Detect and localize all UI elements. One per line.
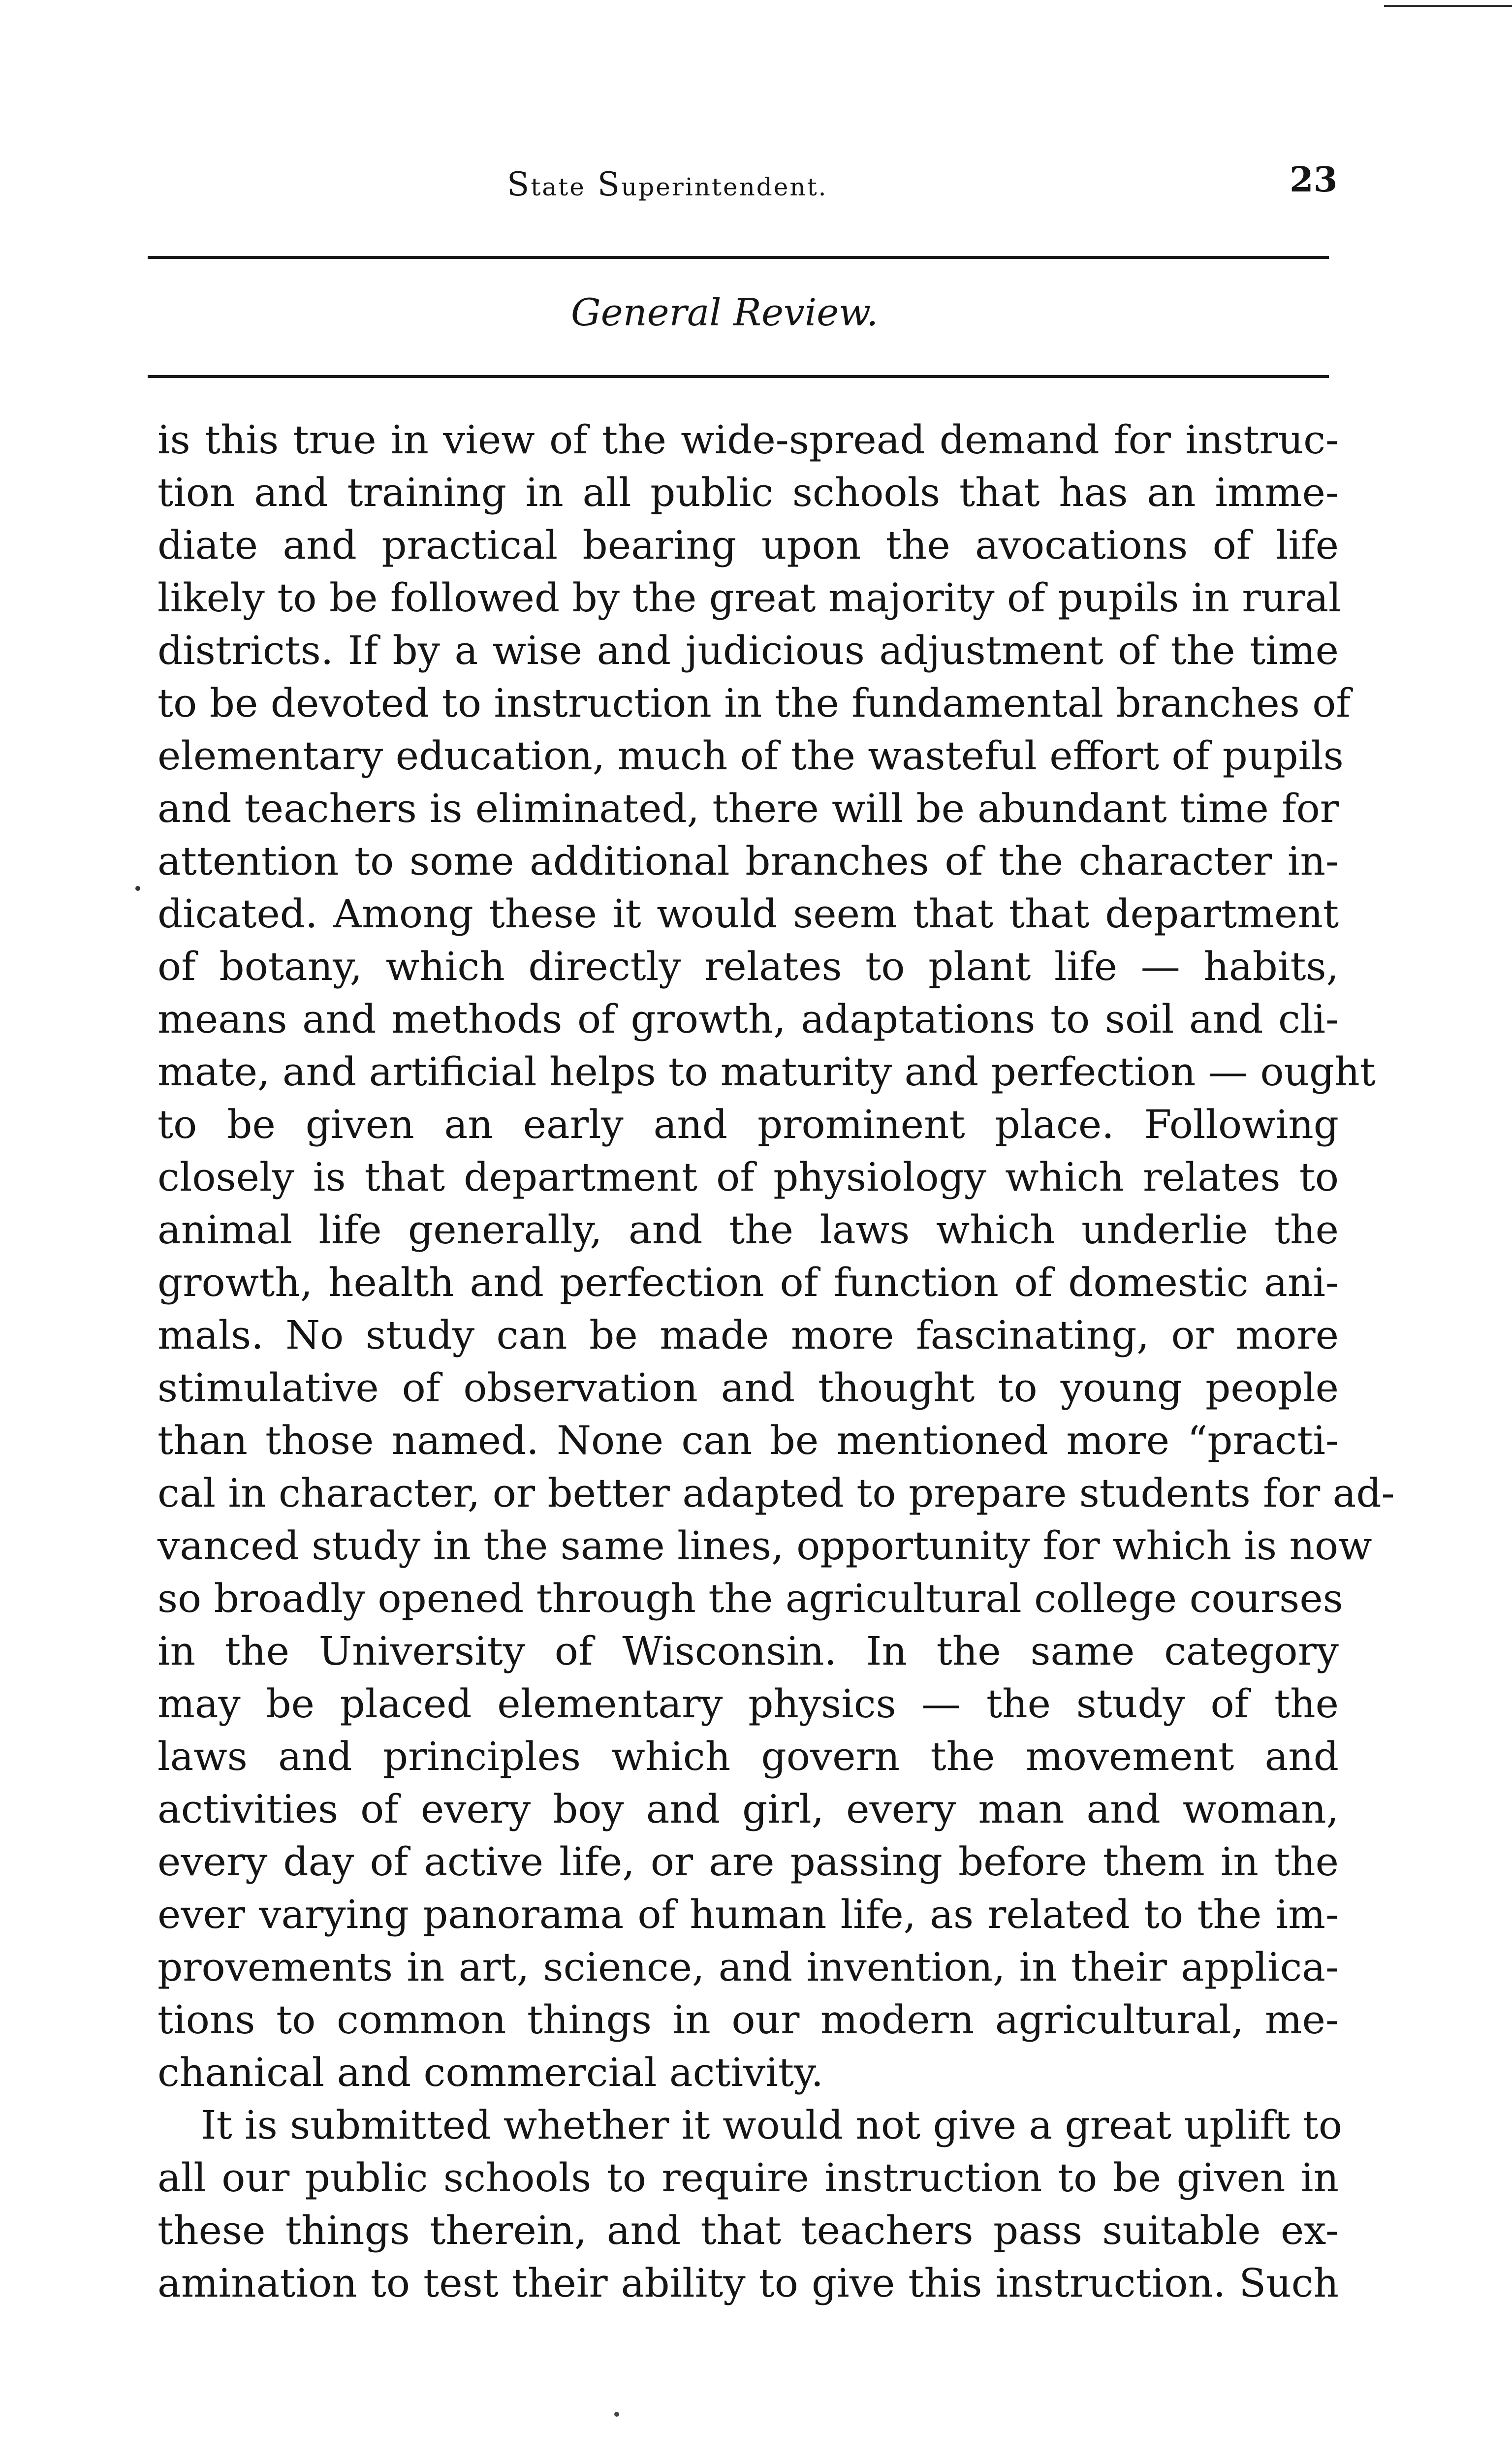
text-line: chanical and commercial activity. [158, 2050, 824, 2095]
page-speck [614, 2412, 619, 2417]
text-line: likely to be followed by the great majority of pupils in rural [158, 575, 1341, 621]
section-title: General Review. [571, 290, 879, 334]
text-line: ever varying panorama of human life, as related to the im- [158, 1892, 1339, 1937]
running-head [507, 165, 828, 207]
text-line: in the University of Wisconsin. In the same category [158, 1628, 1339, 1674]
text-line: laws and principles which govern the movement and [158, 1734, 1339, 1779]
header-rule-top [148, 256, 1329, 259]
text-line: tion and training in all public schools that has an imme- [158, 470, 1339, 515]
running-head-word: tate [531, 173, 586, 201]
text-line: and teachers is eliminated, there will be abundant time for [158, 786, 1339, 831]
page-number: 23 [1290, 159, 1338, 200]
text-line: means and methods of growth, adaptations to soil and cli- [158, 996, 1339, 1042]
text-line: of botany, which directly relates to plant life — habits, [158, 944, 1339, 989]
text-line: animal life generally, and the laws which underlie the [158, 1207, 1339, 1253]
running-head-initial: S [597, 165, 622, 203]
text-line: all our public schools to require instruction to be given in [158, 2155, 1339, 2201]
text-line: to be given an early and prominent place. Following [158, 1102, 1339, 1147]
header-rule-bottom [148, 375, 1329, 378]
text-line: It is submitted whether it would not give a great uplift to [201, 2102, 1342, 2148]
text-line: to be devoted to instruction in the fundamental branches of [158, 680, 1351, 726]
text-line: diate and practical bearing upon the avocations of life [158, 522, 1339, 568]
text-line: attention to some additional branches of the character in- [158, 838, 1339, 884]
text-line: these things therein, and that teachers pass suitable ex- [158, 2208, 1339, 2253]
paragraph [158, 2099, 1342, 2309]
text-line: elementary education, much of the wasteful effort of pupils [158, 733, 1344, 779]
text-line: is this true in view of the wide-spread demand for instruc- [158, 417, 1339, 463]
text-line: every day of active life, or are passing before them in the [158, 1839, 1339, 1885]
running-head-word: uperintendent. [621, 173, 828, 201]
text-line: closely is that department of physiology which relates to [158, 1154, 1339, 1200]
text-line: provements in art, science, and invention, in their applica- [158, 1944, 1339, 1990]
text-line: mals. No study can be made more fascinating, or more [158, 1312, 1339, 1358]
text-line: activities of every boy and girl, every man and woman, [158, 1786, 1339, 1832]
text-line: amination to test their ability to give this instruction. Such [158, 2260, 1339, 2306]
text-line: than those named. None can be mentioned more “practi- [158, 1418, 1339, 1463]
text-line: growth, health and perfection of function of domestic ani- [158, 1260, 1339, 1305]
text-line: mate, and artificial helps to maturity and perfection — ought [158, 1049, 1376, 1095]
text-line: stimulative of observation and thought to young people [158, 1365, 1339, 1411]
page-edge-mark [1384, 5, 1512, 7]
text-line: districts. If by a wise and judicious adjustment of the time [158, 628, 1339, 673]
running-head-initial: S [507, 165, 531, 203]
text-line: cal in character, or better adapted to prepare students for ad- [158, 1470, 1395, 1516]
text-line: tions to common things in our modern agricultural, me- [158, 1997, 1339, 2043]
body-text [158, 413, 1395, 2309]
margin-mark [135, 886, 140, 891]
text-line: may be placed elementary physics — the study of the [158, 1681, 1339, 1727]
text-line: so broadly opened through the agricultural college courses [158, 1576, 1343, 1621]
text-line: dicated. Among these it would seem that that department [158, 891, 1339, 937]
paragraph [158, 413, 1395, 2099]
text-line: vanced study in the same lines, opportunity for which is now [158, 1523, 1372, 1569]
